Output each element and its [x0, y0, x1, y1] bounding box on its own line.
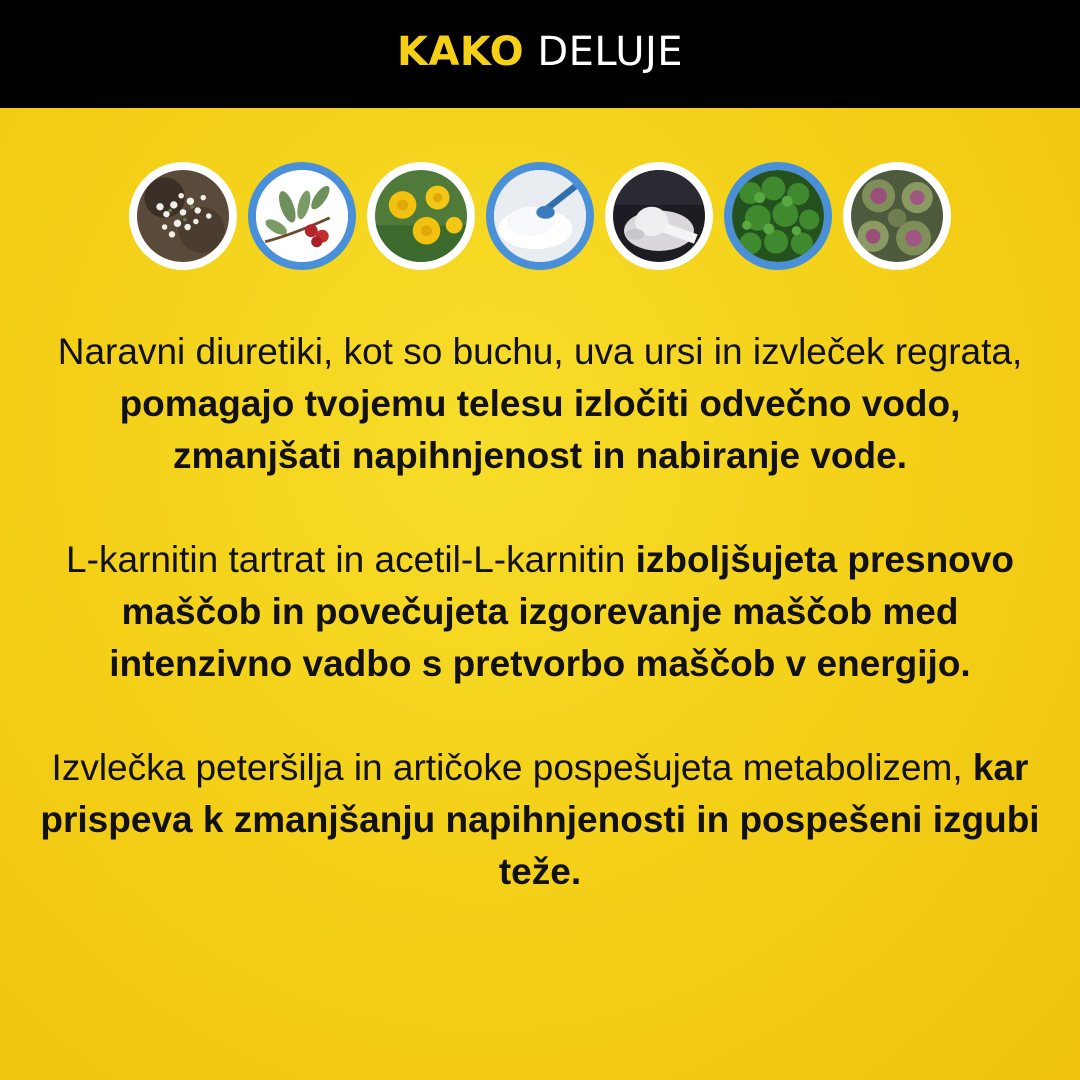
parsley-icon — [724, 162, 832, 270]
buchu-icon — [129, 162, 237, 270]
page-title — [397, 29, 683, 75]
ingredient-icons-row — [0, 162, 1080, 270]
artichoke-icon — [843, 162, 951, 270]
header-bar — [0, 0, 1080, 108]
dandelion-icon — [367, 162, 475, 270]
paragraph-normal-text: Naravni diuretiki, kot so buchu, uva ursi in izvleček regrata, — [57, 331, 1023, 372]
paragraph-normal-text: Izvlečka peteršilja in artičoke pospešujeta metabolizem, — [51, 747, 973, 788]
uva-ursi-icon — [248, 162, 356, 270]
paragraph-bold-text: kar prispeva k zmanjšanju napihnjenosti in pospešeni izgubi teže. — [40, 747, 1040, 892]
acetyl-l-carnitine-powder-icon — [605, 162, 713, 270]
description-block — [40, 326, 1040, 950]
title-rest: DELUJE — [537, 29, 684, 75]
paragraph-carnitine — [40, 534, 1040, 690]
title-accent: KAKO — [396, 29, 525, 75]
paragraph-normal-text: L-karnitin tartrat in acetil-L-karnitin — [66, 539, 636, 580]
paragraph-bold-text: izboljšujeta presnovo maščob in povečujeta izgorevanje maščob med intenzivno vadbo s pretvorbo maščob v energijo. — [109, 539, 1014, 684]
paragraph-parsley-artichoke — [40, 742, 1040, 898]
paragraph-diuretics — [40, 326, 1040, 482]
paragraph-bold-text: pomagajo tvojemu telesu izločiti odvečno vodo, zmanjšati napihnjenost in nabiranje vode. — [119, 383, 961, 476]
l-carnitine-powder-icon — [486, 162, 594, 270]
